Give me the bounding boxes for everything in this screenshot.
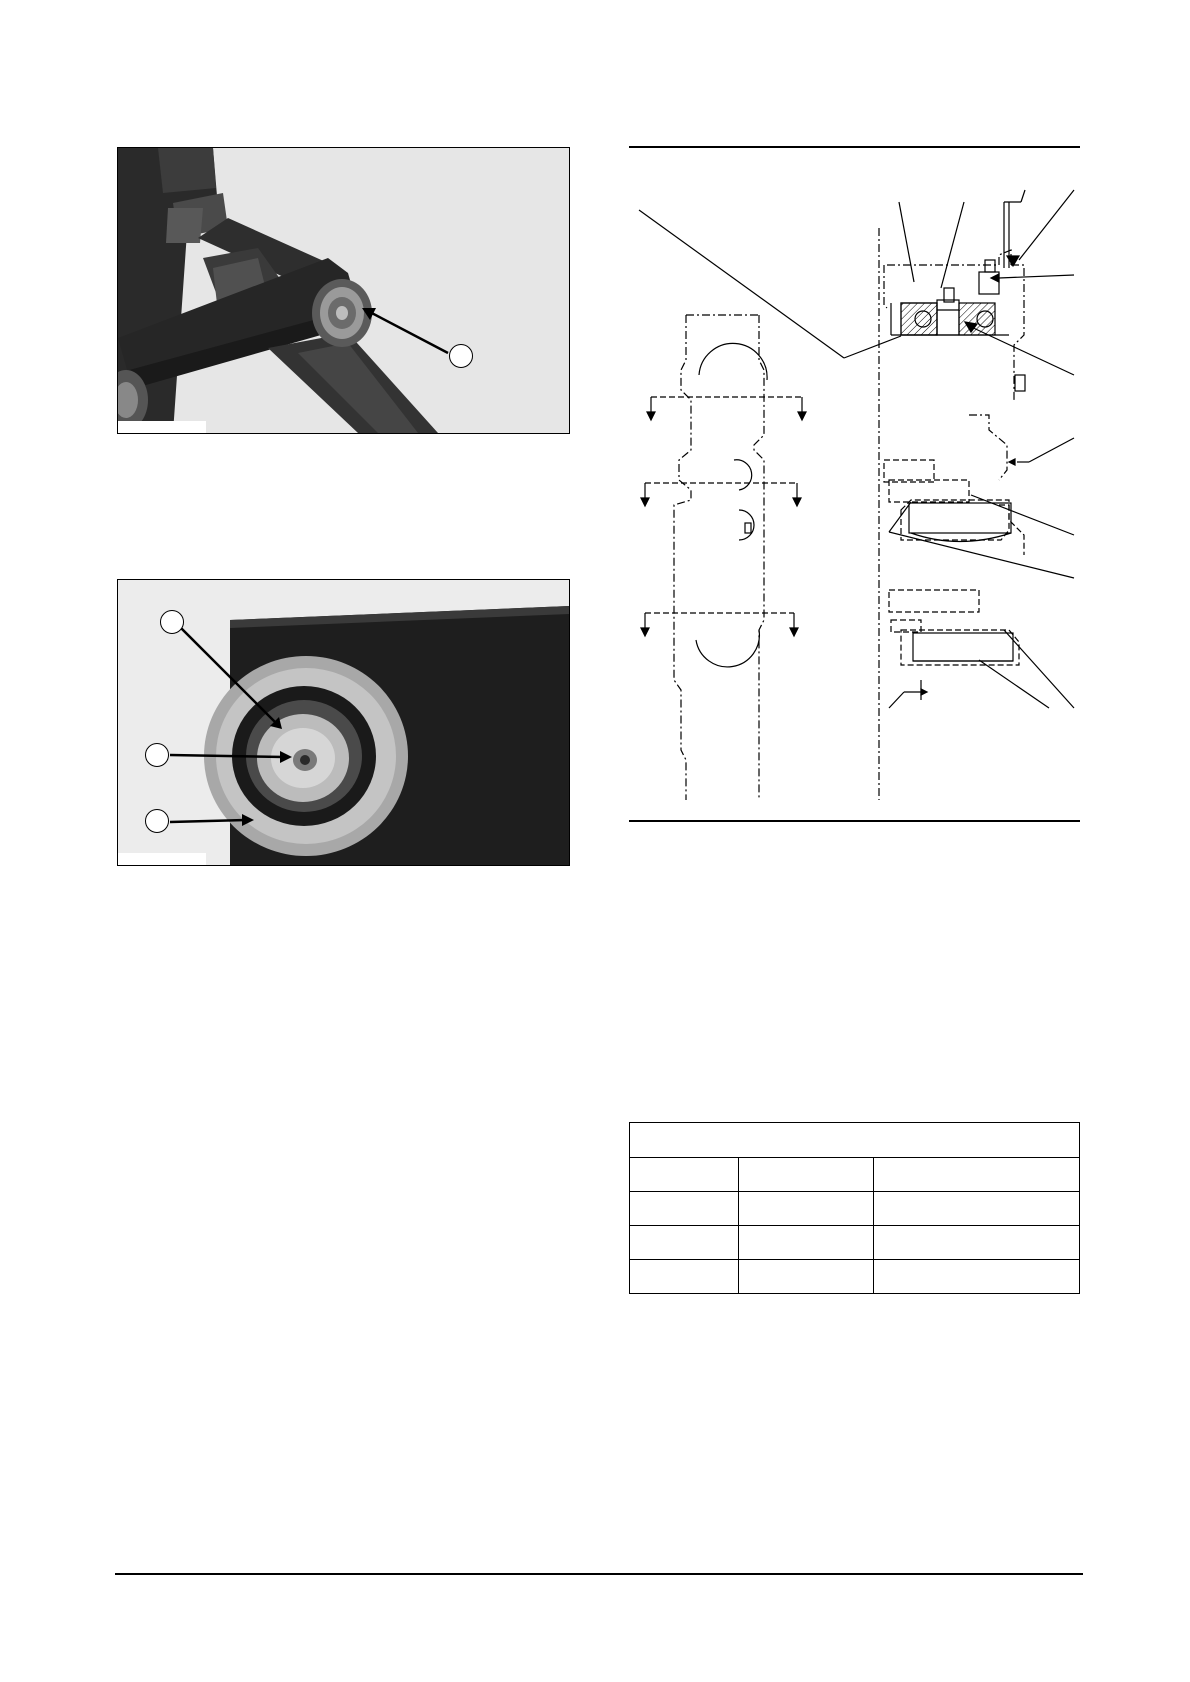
- table-row: [630, 1192, 1080, 1226]
- table-cell: [874, 1260, 1080, 1294]
- diagram-top-rule: [629, 146, 1080, 148]
- table-caption: [630, 1123, 1080, 1158]
- table-cell: [739, 1226, 874, 1260]
- roller-closeup-photo-illustration: [118, 580, 569, 865]
- callout-bearing: [160, 610, 184, 634]
- table-cell: [739, 1192, 874, 1226]
- table-cell: [630, 1226, 739, 1260]
- callout-bolt: [145, 743, 169, 767]
- table-cell: [874, 1192, 1080, 1226]
- table-cell: [739, 1158, 874, 1192]
- figure-label-area: [118, 853, 206, 865]
- table-cell: [874, 1226, 1080, 1260]
- top-roller-photo: [117, 147, 570, 434]
- table-cell: [630, 1158, 739, 1192]
- table-row: [630, 1226, 1080, 1260]
- roller-clearance-diagram: [629, 160, 1080, 800]
- section-lower: [889, 590, 1019, 665]
- diagram-bottom-rule: [629, 820, 1080, 822]
- callout-roller: [449, 344, 473, 368]
- bottom-roller-photo: [117, 579, 570, 866]
- spec-table: [629, 1122, 1080, 1294]
- table-caption-row: [630, 1123, 1080, 1158]
- table-cell: [874, 1158, 1080, 1192]
- table-cell: [630, 1260, 739, 1294]
- roller-carriage-photo-illustration: [118, 148, 569, 433]
- carriage-elevation: [674, 315, 764, 800]
- table-cell: [739, 1260, 874, 1294]
- table-row: [630, 1158, 1080, 1192]
- table-cell: [630, 1192, 739, 1226]
- footer-rule: [115, 1573, 1083, 1575]
- section-middle: [884, 375, 1025, 555]
- table-row: [630, 1260, 1080, 1294]
- callout-shim: [145, 809, 169, 833]
- figure-label-area: [118, 421, 206, 433]
